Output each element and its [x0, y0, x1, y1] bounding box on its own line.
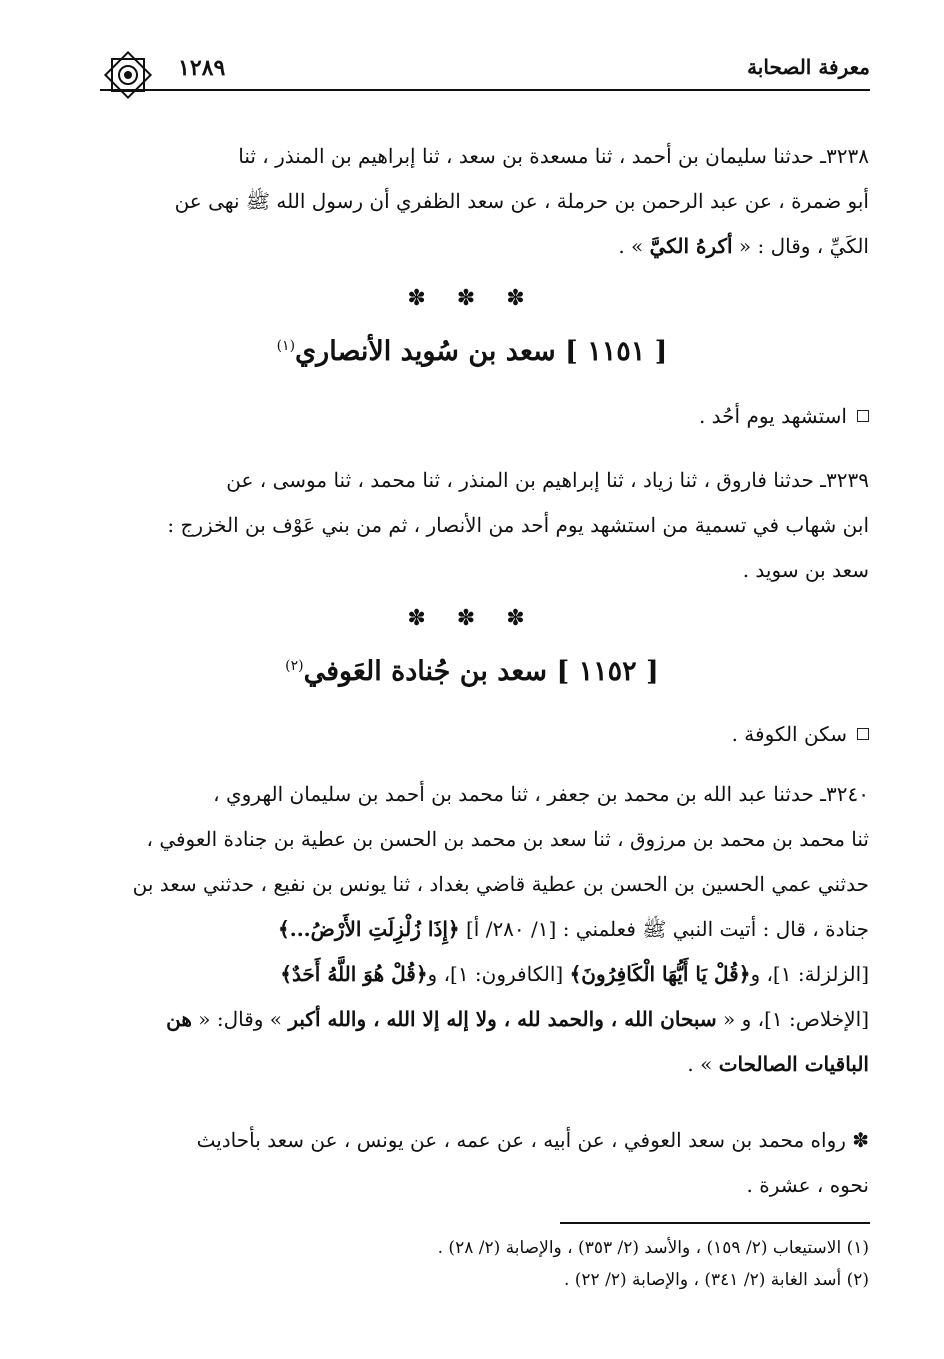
hadith-line: ٣٢٤٠ـ حدثنا عبد الله بن محمد بن جعفر ، ثنا محمد بن أحمد بن سليمان الهروي ،: [213, 782, 869, 806]
hadith-line: حدثني عمي الحسين بن الحسن بن عطية قاضي بغداد ، ثنا يونس بن نفيع ، حدثني سعد بن: [132, 872, 869, 896]
prophetic-saying: سبحان الله ، والحمد لله ، ولا إله إلا الله ، والله أكبر: [288, 1007, 717, 1031]
quran-verse: ﴿إِذَا زُلْزِلَتِ الأَرْضُ...﴾: [278, 917, 460, 941]
hadith-line: [الإخلاص: ١]، و « سبحان الله ، والحمد لله ، ولا إله إلا الله ، والله أكبر » وقال: « هن: [166, 1007, 869, 1031]
hadith-line: جنادة ، قال : أتيت النبي ﷺ فعلمني : [١/ ٢٨٠/ أ] ﴿إِذَا زُلْزِلَتِ الأَرْضُ...﴾: [278, 917, 869, 941]
octagonal-ornament-icon: [100, 47, 156, 103]
hadith-line: ثنا محمد بن محمد بن مرزوق ، ثنا سعد بن محمد بن الحسن بن عطية بن جنادة العوفي ،: [146, 827, 869, 851]
footnotes: [108, 1232, 869, 1296]
quran-verse: ﴿قُلْ هُوَ اللَّهُ أَحَدٌ﴾: [280, 962, 428, 986]
footnote-item: (١) الاستيعاب (٢/ ١٥٩) ، والأسد (٢/ ٣٥٣) ، والإصابة (٢/ ٢٨) .: [437, 1238, 869, 1258]
section-divider: ✽ ✽ ✽: [407, 286, 537, 311]
hadith-line: ٣٢٣٨ـ حدثنا سليمان بن أحمد ، ثنا مسعدة بن سعد ، ثنا إبراهيم بن المنذر ، ثنا: [238, 144, 869, 168]
header-rule: [100, 89, 870, 91]
hadith-line: الكَيِّ ، وقال : « أكرهُ الكيَّ » .: [618, 234, 869, 258]
prophetic-saying: أكرهُ الكيَّ: [649, 234, 733, 258]
entry-title-1151: [ ١١٥١ ] سعد بن سُويد الأنصاري$^{(١)}$: [276, 336, 668, 367]
entry-title-1152: [ ١١٥٢ ] سعد بن جُنادة العَوفي$^{(٢)}$: [285, 656, 659, 687]
footnote-rule: [560, 1222, 870, 1224]
footnote-ref: (٢): [285, 658, 304, 674]
page-header: [100, 55, 870, 103]
entry-note-1151: استشهد يوم أحُد .: [699, 404, 869, 428]
hadith-line: ٣٢٣٩ـ حدثنا فاروق ، ثنا زياد ، ثنا إبراهيم بن المنذر ، ثنا محمد ، ثنا موسى ، عن: [226, 468, 869, 492]
square-bullet-icon: [857, 728, 869, 740]
running-title: معرفة الصحابة: [747, 55, 870, 79]
hadith-line: الباقيات الصالحات » .: [687, 1052, 869, 1076]
hadith-3238: [108, 134, 869, 269]
hadith-line: سعد بن سويد .: [742, 558, 869, 582]
hadith-3239: [108, 458, 869, 593]
riwaya-note: [108, 1118, 869, 1208]
page-number: ١٢٨٩: [178, 55, 226, 81]
riwaya-line: نحوه ، عشرة .: [746, 1173, 869, 1197]
quran-verse: ﴿قُلْ يَا أَيُّهَا الْكَافِرُونَ﴾: [569, 962, 751, 986]
hadith-line: ابن شهاب في تسمية من استشهد يوم أحد من الأنصار ، ثم من بني عَوْف بن الخزرج :: [167, 513, 869, 537]
riwaya-line: ✽ رواه محمد بن سعد العوفي ، عن أبيه ، عن عمه ، عن يونس ، عن سعد بأحاديث: [196, 1128, 869, 1152]
hadith-line: [الزلزلة: ١]، و﴿قُلْ يَا أَيُّهَا الْكَافِرُونَ﴾ [الكافرون: ١]، و﴿قُلْ هُوَ اللَّهُ أَحَدٌ﴾: [280, 962, 869, 986]
footnote-ref: (١): [276, 338, 296, 354]
hadith-3240: [108, 772, 869, 1087]
footnote-item: (٢) أسد الغابة (٢/ ٣٤١) ، والإصابة (٢/ ٢٢) .: [563, 1270, 869, 1290]
prophetic-saying: الباقيات الصالحات: [718, 1052, 869, 1076]
square-bullet-icon: [857, 410, 869, 422]
entry-note-1152: سكن الكوفة .: [732, 722, 869, 746]
prophetic-saying: هن: [166, 1007, 192, 1031]
section-divider: ✽ ✽ ✽: [407, 606, 537, 631]
hadith-line: أبو ضمرة ، عن عبد الرحمن بن حرملة ، عن سعد الظفري أن رسول الله ﷺ نهى عن: [174, 189, 869, 213]
